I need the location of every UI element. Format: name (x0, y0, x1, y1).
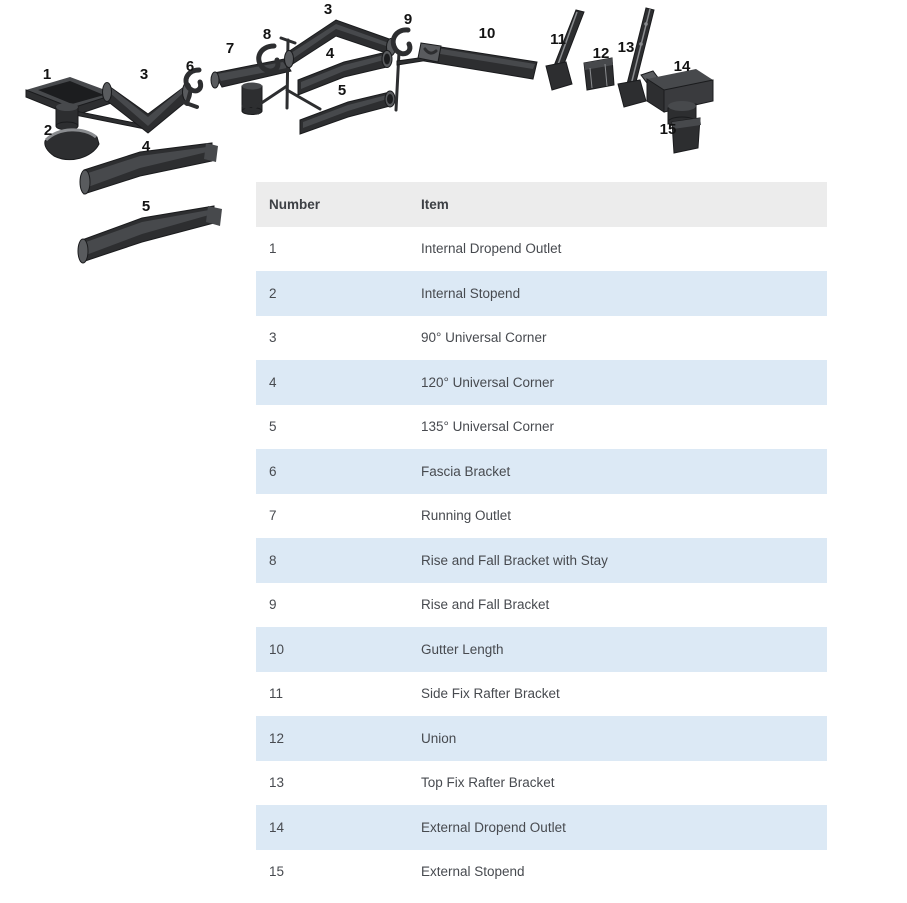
part-label-12: 12 (592, 45, 610, 62)
item-cell: Gutter Length (421, 641, 504, 657)
item-cell: External Stopend (421, 864, 525, 880)
table-header-row (256, 182, 827, 227)
table-row (256, 761, 827, 806)
number-cell: 13 (269, 775, 285, 791)
part-12-union (584, 58, 614, 90)
number-cell: 10 (269, 641, 285, 657)
item-cell: Running Outlet (421, 508, 512, 524)
number-cell: 8 (269, 552, 277, 568)
number-cell: 7 (269, 508, 277, 524)
table-row (256, 716, 827, 761)
number-cell: 3 (269, 330, 277, 346)
item-cell: Rise and Fall Bracket with Stay (421, 552, 608, 568)
part-5-135-corner-top-view (300, 91, 395, 134)
number-cell: 5 (269, 419, 277, 435)
table-body (256, 227, 827, 895)
part-label-11: 11 (550, 31, 566, 48)
item-cell: Side Fix Rafter Bracket (421, 686, 560, 702)
part-label-7: 7 (225, 40, 235, 57)
part-label-13: 13 (617, 39, 635, 56)
part-10-gutter-length (418, 43, 537, 79)
item-cell: 90° Universal Corner (421, 330, 547, 346)
part-label-4-top: 4 (325, 45, 335, 62)
part-label-2: 2 (43, 122, 53, 139)
table-row (256, 538, 827, 583)
item-cell: External Dropend Outlet (421, 819, 566, 835)
table-row (256, 227, 827, 272)
item-cell: Rise and Fall Bracket (421, 597, 550, 613)
item-cell: Internal Dropend Outlet (421, 241, 562, 257)
table-row (256, 360, 827, 405)
item-cell: 135° Universal Corner (421, 419, 554, 435)
table-row (256, 850, 827, 895)
number-cell: 12 (269, 730, 285, 746)
item-cell: Top Fix Rafter Bracket (421, 775, 555, 791)
part-11-side-fix-rafter-bracket (546, 10, 584, 90)
number-cell: 1 (269, 241, 277, 257)
item-cell: 120° Universal Corner (421, 374, 554, 390)
table-row (256, 449, 827, 494)
part-14-external-dropend-outlet (641, 69, 713, 127)
column-header-item: Item (421, 196, 449, 212)
table-row (256, 583, 827, 628)
part-label-8: 8 (262, 26, 272, 43)
number-cell: 11 (269, 686, 284, 702)
number-cell: 4 (269, 374, 277, 390)
part-label-5-top: 5 (337, 82, 347, 99)
table-row (256, 316, 827, 361)
table-row (256, 271, 827, 316)
part-9-rise-fall-bracket (393, 30, 448, 110)
number-cell: 6 (269, 463, 277, 479)
column-header-number: Number (269, 196, 321, 212)
number-cell: 2 (269, 285, 277, 301)
part-label-6: 6 (185, 58, 195, 75)
parts-table (256, 182, 827, 894)
part-label-15: 15 (659, 121, 677, 138)
part-2-internal-stopend (45, 129, 99, 159)
part-label-1: 1 (42, 66, 52, 83)
table-row (256, 627, 827, 672)
part-15-external-stopend (672, 118, 701, 153)
part-label-3-top: 3 (323, 1, 333, 18)
table-row (256, 405, 827, 450)
part-label-4-left: 4 (141, 138, 151, 155)
part-label-14: 14 (673, 58, 691, 75)
number-cell: 15 (269, 864, 285, 880)
item-cell: Union (421, 730, 457, 746)
number-cell: 14 (269, 819, 285, 835)
part-3-90-corner (103, 83, 192, 134)
number-cell: 9 (269, 597, 277, 613)
part-label-3-left: 3 (139, 66, 149, 83)
table-row (256, 494, 827, 539)
part-label-10: 10 (478, 25, 496, 42)
table-row (256, 805, 827, 850)
item-cell: Fascia Bracket (421, 463, 511, 479)
part-label-9: 9 (403, 11, 413, 28)
item-cell: Internal Stopend (421, 285, 521, 301)
table-row (256, 672, 827, 717)
part-label-5-left: 5 (141, 198, 151, 215)
